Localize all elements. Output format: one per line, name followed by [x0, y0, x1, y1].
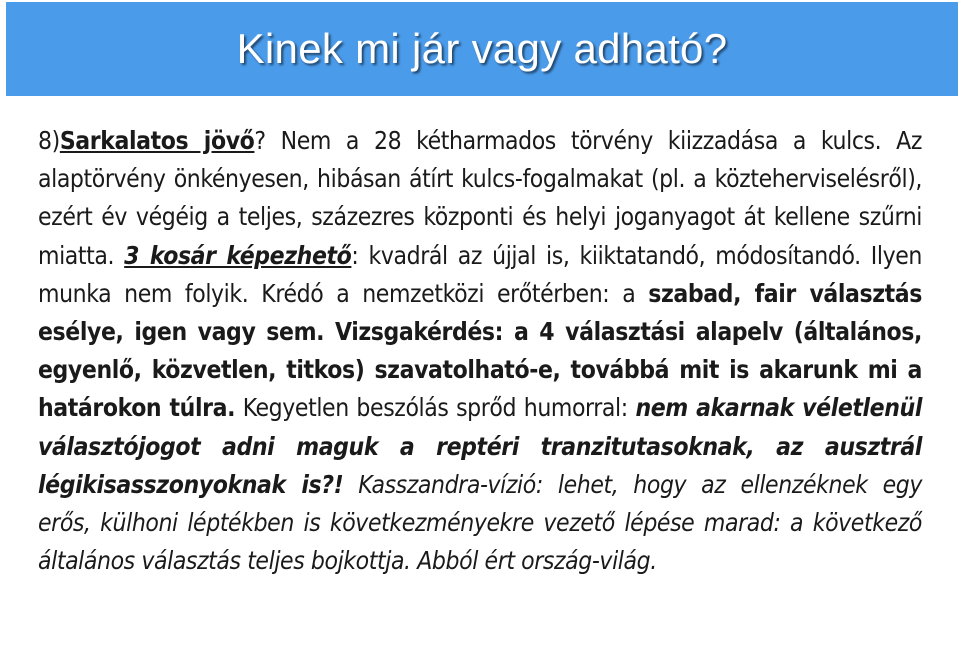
text-run: 8)	[38, 126, 60, 155]
title-bar	[6, 2, 958, 96]
text-run-bold-italic: nem akarnak véletlenül választójogot adni maguk a reptéri tranzitutasoknak, az ausztrál légikisasszonyoknak is?!	[38, 393, 922, 499]
slide-title: Kinek mi jár vagy adható?	[236, 25, 728, 72]
text-run-bold-underline: Sarkalatos jövő	[59, 126, 255, 155]
text-run-italic: Kasszandra-vízió: lehet, hogy az ellenzéknek egy erős, külhoni léptékben is következményekre vezető lépése marad: a következő általános választás teljes bojkottja. Abból ért ország-világ.	[38, 469, 922, 576]
text-run-bold: szabad, fair választás esélye, igen vagy sem. Vizsgakérdés: a 4 választási alapelv (általános, egyenlő, közvetlen, titkos) szavatolható-e, továbbá mit is akarunk mi a határokon túlra.	[38, 278, 923, 423]
text-run: Kegyetlen beszólás sprőd humorral:	[235, 393, 636, 423]
body-paragraph	[38, 122, 922, 580]
text-run-bold-italic-underline: 3 kosár képezhető	[124, 240, 352, 270]
text-run: : kvadrál az újjal is, kiiktatandó, módosítandó. Ilyen munka nem folyik. Krédó a nemzetközi erőtérben: a	[38, 240, 922, 308]
text-run: ? Nem a 28 kétharmados törvény kiizzadása a kulcs. Az alaptörvény önkényesen, hibásan átírt kulcs-fogalmakat (pl. a közteherviselésről), ezért év végéig a teljes, százezres központi és helyi joganyagot át kellene szűrni miatta.	[38, 126, 922, 270]
